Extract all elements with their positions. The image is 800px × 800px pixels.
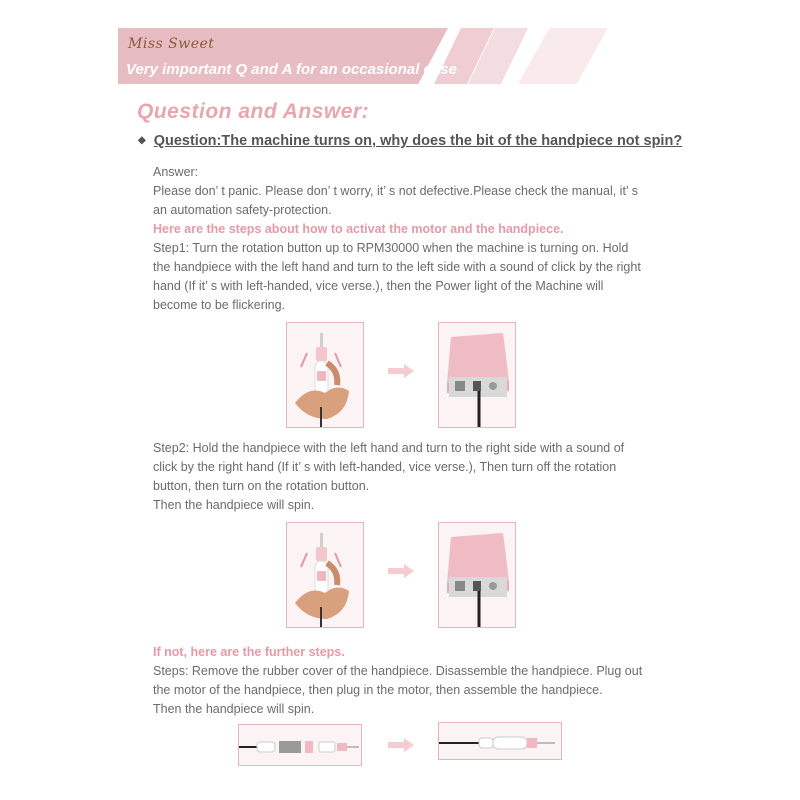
step2-text: Step2: Hold the handpiece with the left hand and turn to the right side with a sound of click by the right hand (If it’ s with left-handed, vice verse.), Then turn off the rotation button, then turn on the rotation button. bbox=[153, 441, 625, 493]
question-text: Question:The machine turns on, why does the bit of the handpiece not spin? bbox=[153, 133, 683, 149]
banner-tagline: Very important Q and A for an occasional case bbox=[126, 61, 457, 78]
right-arrow-icon bbox=[388, 738, 414, 752]
step2-result: Then the handpiece will spin. bbox=[153, 498, 315, 512]
banner-stripe bbox=[518, 28, 608, 84]
step1-text: Step1: Turn the rotation button up to RPM30000 when the machine is turning on. Hold the handpiece with the left hand and turn to the left side with a sound of click by the right hand (If it’ s with left-handed, vice verse.), then the Power light of the Machine will become to be flickering. bbox=[153, 241, 641, 312]
disassembled-handpiece-photo bbox=[238, 724, 362, 766]
machine-illustration bbox=[439, 323, 515, 427]
assembled-handpiece-photo bbox=[438, 722, 562, 760]
handpiece-illustration bbox=[287, 523, 363, 627]
right-arrow-icon bbox=[388, 364, 414, 378]
right-arrow-icon bbox=[388, 564, 414, 578]
steps-heading: Here are the steps about how to activat the motor and the handpiece. bbox=[153, 222, 564, 236]
handpiece-photo bbox=[286, 322, 364, 428]
machine-photo bbox=[438, 322, 516, 428]
handpiece-illustration bbox=[287, 323, 363, 427]
handpiece-photo bbox=[286, 522, 364, 628]
assembled-handpiece-illustration bbox=[439, 723, 561, 759]
machine-illustration bbox=[439, 523, 515, 627]
brand-logo: Miss Sweet bbox=[128, 36, 215, 52]
machine-photo bbox=[438, 522, 516, 628]
steps-result: Then the handpiece will spin. bbox=[153, 702, 315, 716]
answer-label: Answer: bbox=[153, 165, 199, 179]
diamond-bullet-icon: ◆ bbox=[138, 135, 146, 146]
question-line bbox=[138, 133, 682, 149]
page-title: Question and Answer: bbox=[137, 100, 370, 123]
further-heading: If not, here are the further steps. bbox=[153, 645, 345, 659]
disassembled-handpiece-illustration bbox=[239, 725, 361, 765]
answer-text: Please don’ t panic. Please don’ t worry, it’ s not defective.Please check the manual, it’ s an automation safety-protection. bbox=[153, 184, 638, 217]
steps-text: Steps: Remove the rubber cover of the handpiece. Disassemble the handpiece. Plug out the motor of the handpiece, then plug in the motor, then assemble the handpiece. bbox=[153, 664, 643, 697]
header-banner bbox=[118, 28, 608, 84]
